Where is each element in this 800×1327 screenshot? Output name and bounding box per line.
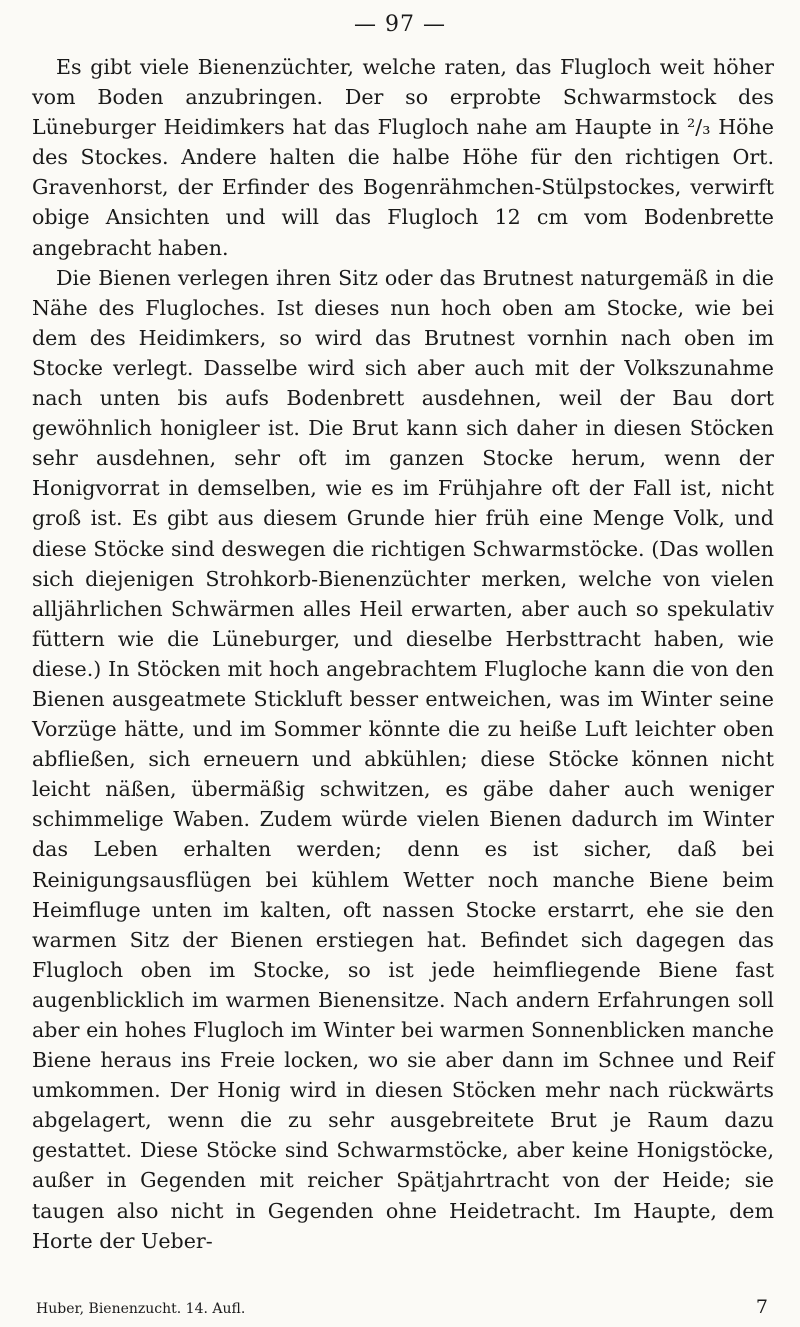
page-number: — 97 — [354,12,446,37]
paragraph-2: Die Bienen verlegen ihren Sitz oder das Brutnest naturgemäß in die Nähe des Flugloches. Ist dieses nun hoch oben am Stocke, wie bei dem des Heidimkers, so wird das Brutnest vornhin nach oben im Stocke verlegt. Dasselbe wird sich aber auch mit der Volkszunahme nach unten bis aufs Bodenbrett ausdehnen, weil der Bau dort gewöhnlich honigleer ist. Die Brut kann sich daher in diesen Stöcken sehr ausdehnen, sehr oft im ganzen Stocke herum, wenn der Honigvorrat in demselben, wie es im Frühjahre oft der Fall ist, nicht groß ist. Es gibt aus diesem Grunde hier früh eine Menge Volk, und diese Stöcke sind deswegen die richtigen Schwarmstöcke. (Das wollen sich diejenigen Strohkorb-Bienenzüchter merken, welche von vielen alljährlichen Schwärmen alles Heil erwarten, aber auch so spekulativ füttern wie die Lüneburger, und dieselbe Herbsttracht haben, wie diese.) In Stöcken mit hoch angebrachtem Flugloche kann die von den Bienen ausgeatmete Stickluft besser entweichen, was im Winter seine Vorzüge hätte, und im Sommer könnte die zu heiße Luft leichter oben abfließen, sich erneuern und abkühlen; diese Stöcke können nicht leicht näßen, übermäßig schwitzen, es gäbe daher auch weniger schimmelige Waben. Zudem würde vielen Bienen dadurch im Winter das Leben erhalten werden; denn es ist sicher, daß bei Reinigungsausflügen bei kühlem Wetter noch manche Biene beim Heimfluge unten im kalten, oft nassen Stocke erstarrt, ehe sie den warmen Sitz der Bienen erstiegen hat. Befindet sich dagegen das Flugloch oben im Stocke, so ist jede heimfliegende Biene fast augenblicklich im warmen Bienensitze. Nach andern Erfahrungen soll aber ein hohes Flugloch im Winter bei warmen Sonnenblicken manche Biene heraus ins Freie locken, wo sie aber dann im Schnee und Reif umkommen. Der Honig wird in diesen Stöcken mehr nach rückwärts abgelagert, wenn die zu sehr ausgebreitete Brut je Raum dazu gestattet. Diese Stöcke sind Schwarmstöcke, aber keine Honigstöcke, außer in Gegenden mit reicher Spätjahrtracht von der Heide; sie taugen also nicht in Gegenden ohne Heidetracht. Im Haupte, dem Horte der Ueber- [32,265,774,1253]
footer-signature: 7 [755,1296,768,1318]
body-text [32,52,774,1256]
page-footer [36,1296,774,1318]
footer-imprint: Huber, Bienenzucht. 14. Aufl. [36,1301,246,1317]
paragraph-1: Es gibt viele Bienenzüchter, welche raten, das Flugloch weit höher vom Boden anzubringen. Der so erprobte Schwarmstock des Lüneburger Heidimkers hat das Flugloch nahe am Haupte in ²/₃ Höhe des Stockes. Andere halten die halbe Höhe für den richtigen Ort. Gravenhorst, der Erfinder des Bogenrähmchen-Stülpstockes, verwirft obige Ansichten und will das Flugloch 12 cm vom Bodenbrette angebracht haben. [32,55,774,260]
